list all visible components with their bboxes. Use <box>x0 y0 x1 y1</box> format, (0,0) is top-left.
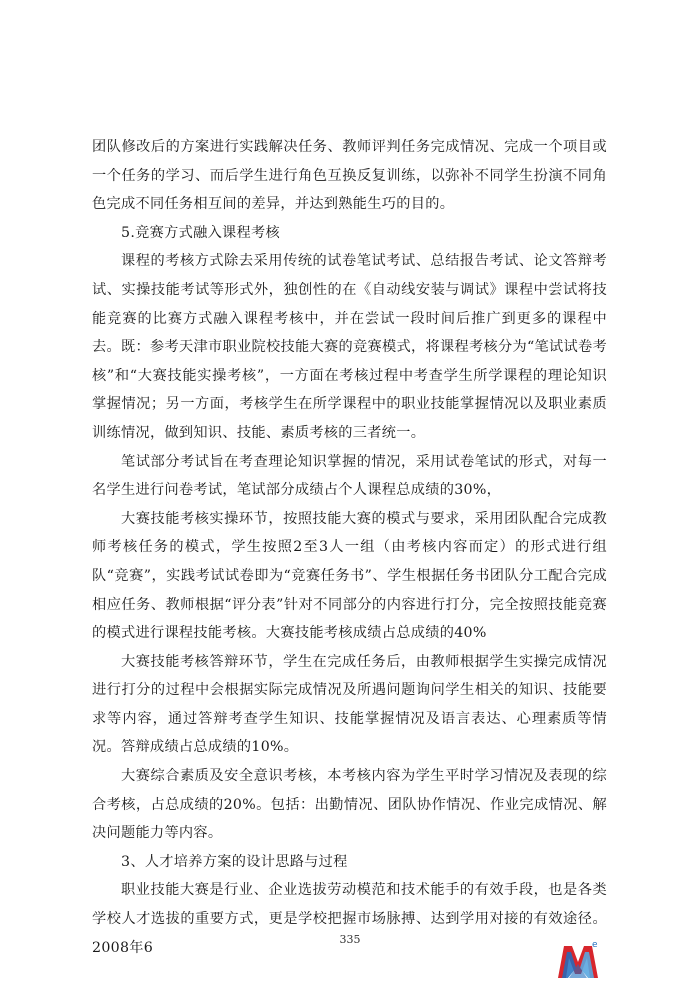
paragraph-course-assessment: 课程的考核方式除去采用传统的试卷笔试考试、总结报告考试、论文答辩考试、实操技能考试等形式外，独创性的在《自动线安装与调试》课程中尝试将技能竞赛的比赛方式融入课程考核中，并在尝试一段时间后推广到更多的课程中去。既：参考天津市职业院校技能大赛的竞赛模式，将课程考核分为“笔试试卷考核”和“大赛技能实操考核”，一方面在考核过程中考查学生所学课程的理论知识掌握情况；另一方面，考核学生在所学课程中的职业技能掌握情况以及职业素质训练情况，做到知识、技能、素质考核的三者统一。 <box>92 253 607 441</box>
section-heading-3: 3、人才培养方案的设计思路与过程 <box>121 853 348 870</box>
section-heading-5: 5.竞赛方式融入课程考核 <box>121 224 281 241</box>
page-number: 335 <box>339 933 361 946</box>
paragraph-skills-competition: 职业技能大赛是行业、企业选拔劳动模范和技术能手的有效手段，也是各类学校人才选拔的重要方式，更是学校把握市场脉搏、达到学用对接的有效途径。2008年6 <box>92 882 607 956</box>
paragraph-comprehensive: 大赛综合素质及安全意识考核，本考核内容为学生平时学习情况及表现的综合考核，占总成绩的20%。包括：出勤情况、团队协作情况、作业完成情况、解决问题能力等内容。 <box>92 768 607 842</box>
paragraph-continuation: 团队修改后的方案进行实践解决任务、教师评判任务完成情况、完成一个项目或一个任务的学习、而后学生进行角色互换反复训练，以弥补不同学生扮演不同角色完成不同任务相互间的差异，并达到熟能生巧的目的。 <box>92 139 607 213</box>
body-text <box>92 133 607 962</box>
paragraph-practical-exam: 大赛技能考核实操环节，按照技能大赛的模式与要求，采用团队配合完成教师考核任务的模式，学生按照2至3人一组（由考核内容而定）的形式进行组队“竞赛”，实践考试试卷即为“竞赛任务书”、学生根据任务书团队分工配合完成相应任务、教师根据“评分表”针对不同部分的内容进行打分，完全按照技能竞赛的模式进行课程技能考核。大赛技能考核成绩占总成绩的40% <box>92 510 607 642</box>
svg-text:e: e <box>592 940 598 950</box>
publisher-logo-icon <box>556 938 600 980</box>
paragraph-defense: 大赛技能考核答辩环节，学生在完成任务后，由教师根据学生实操完成情况进行打分的过程中会根据实际完成情况及所遇问题询问学生相关的知识、技能要求等内容，通过答辩考查学生知识、技能掌握情况及语言表达、心理素质等情况。答辩成绩占总成绩的10%。 <box>92 653 607 756</box>
paragraph-written-exam: 笔试部分考试旨在考查理论知识掌握的情况，采用试卷笔试的形式，对每一名学生进行问卷考试，笔试部分成绩占个人课程总成绩的30%， <box>92 453 607 499</box>
